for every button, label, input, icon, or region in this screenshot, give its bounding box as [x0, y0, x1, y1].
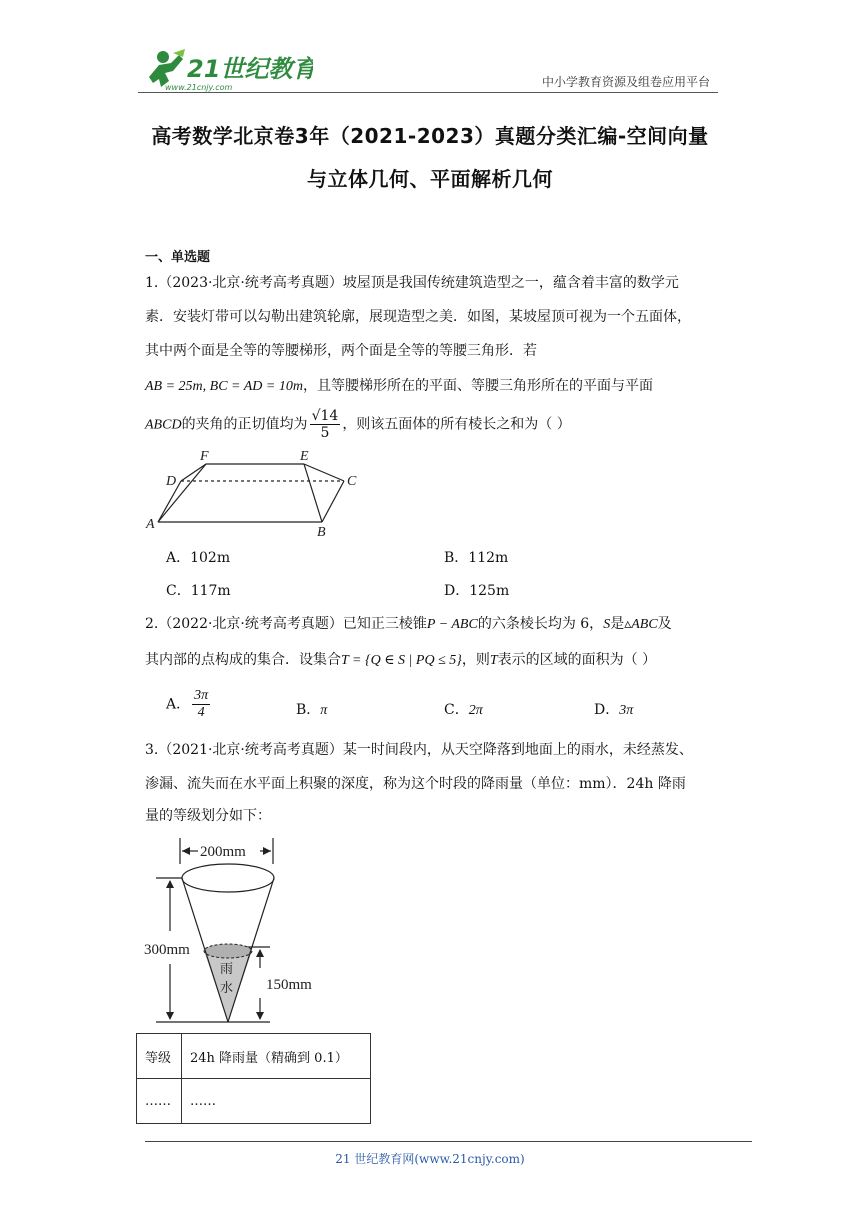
q1-option-c[interactable]: C．117m [166, 583, 231, 599]
table-header-cell: 24h 降雨量（精确到 0.1） [182, 1034, 371, 1079]
q2-math-pyramid: P − ABC [426, 617, 478, 632]
q2-option-d[interactable] [594, 699, 633, 719]
logo-url: www.21cnjy.com [165, 83, 233, 92]
q2-option-d-value: 3π [619, 703, 634, 718]
q2-option-a[interactable] [166, 688, 212, 721]
q2-option-c-label: C． [444, 702, 469, 718]
q2-line-2a: 其内部的点构成的集合．设集合 [145, 652, 341, 668]
site-logo [143, 47, 313, 93]
q3-rain-gauge-figure [140, 836, 320, 1028]
label-f: F [200, 449, 209, 464]
footer-divider [145, 1141, 752, 1142]
q2-line-1 [145, 614, 715, 635]
section-title: 一、单选题 [145, 250, 211, 265]
fig-label-top: 200mm [200, 844, 246, 860]
rainfall-grade-table [136, 1033, 371, 1124]
q1-math-lengths: AB = 25m, BC = AD = 10m [145, 379, 303, 394]
q2-line-1d: 及 [657, 616, 672, 632]
q2-option-d-label: D． [594, 702, 620, 718]
logo-text: 21世纪教育 [187, 55, 313, 83]
q1-line-3: 其中两个面是全等的等腰梯形，两个面是全等的等腰三角形．若 [145, 343, 537, 359]
q1-fraction [310, 408, 341, 441]
q2-option-a-label: A． [166, 696, 191, 713]
table-row [137, 1079, 371, 1124]
q2-line-2 [145, 650, 715, 671]
q2-option-c-value: 2π [468, 703, 483, 718]
q2-math-t: T [489, 653, 498, 668]
q1-line-1: 1.（2023·北京·统考高考真题）坡屋顶是我国传统建筑造型之一，蕴含着丰富的数学元 [145, 275, 679, 291]
q2-line-2c: 表示的区域的面积为（ ） [497, 652, 657, 668]
label-e: E [300, 449, 309, 464]
header-divider [138, 92, 718, 93]
q2-option-b[interactable] [296, 699, 327, 719]
fig-label-rain-1: 雨 [220, 962, 234, 977]
q2-option-c[interactable] [444, 699, 483, 719]
q2-math-set: T = {Q ∈ S | PQ ≤ 5} [341, 653, 462, 668]
q2-line-2b: ，则 [461, 652, 490, 668]
page-title-line-2: 与立体几何、平面解析几何 [307, 167, 553, 191]
q1-line-4 [145, 376, 715, 397]
q1-option-a[interactable]: A．102m [166, 550, 231, 566]
q1-line-5 [145, 408, 715, 441]
label-c: C [347, 474, 357, 489]
q2-line-1a: 2.（2022·北京·统考高考真题）已知正三棱锥 [145, 616, 427, 632]
q1-option-b[interactable]: B．112m [444, 550, 509, 566]
runner-logo-icon [143, 47, 313, 93]
table-cell: …… [182, 1079, 371, 1124]
q2-option-b-label: B． [296, 702, 321, 718]
q3-line-3: 量的等级划分如下： [145, 808, 271, 824]
label-b: B [317, 525, 326, 540]
table-header-cell: 等级 [137, 1034, 182, 1079]
q1-line-4-text: ，且等腰梯形所在的平面、等腰三角形所在的平面与平面 [302, 378, 653, 394]
q1-line-5b: ，则该五面体的所有棱长之和为（ ） [342, 416, 571, 433]
fig-label-left: 300mm [144, 942, 190, 958]
q2-option-b-value: π [320, 703, 328, 718]
q1-frac-num: √14 [311, 408, 339, 424]
q2-line-1c: 是 [610, 616, 625, 632]
q1-line-2: 素．安装灯带可以勾勒出建筑轮廓，展现造型之美．如图，某坡屋顶可视为一个五面体， [145, 309, 691, 325]
page-title-line-1: 高考数学北京卷3年（2021-2023）真题分类汇编-空间向量 [151, 124, 709, 148]
q1-line-5a: 的夹角的正切值均为 [181, 416, 308, 433]
fig-label-rain-2: 水 [220, 981, 234, 996]
q2-math-triangle: ▵ABC [624, 617, 658, 632]
q2-math-s: S [603, 617, 611, 632]
q1-option-d[interactable]: D．125m [444, 583, 510, 599]
table-cell: …… [137, 1079, 182, 1124]
q1-math-plane: ABCD [145, 417, 182, 433]
q2-option-a-num: 3π [194, 688, 209, 703]
q2-option-a-den: 4 [197, 705, 205, 720]
q1-pentahedron-figure [140, 445, 370, 540]
label-a: A [146, 517, 155, 532]
footer-link[interactable]: 21 世纪教育网(www.21cnjy.com) [335, 1152, 525, 1166]
q3-line-1: 3.（2021·北京·统考高考真题）某一时间段内，从天空降落到地面上的雨水，未经蒸发、 [145, 742, 693, 758]
header-slogan: 中小学教育资源及组卷应用平台 [541, 75, 710, 89]
q2-line-1b: 的六条棱长均为 6， [477, 616, 604, 632]
q3-line-2: 渗漏、流失而在水平面上积聚的深度，称为这个时段的降雨量（单位：mm）．24h 降雨 [145, 776, 686, 792]
table-header-row [137, 1034, 371, 1079]
label-d: D [166, 474, 177, 489]
q2-option-a-fraction [192, 688, 210, 721]
fig-label-right: 150mm [266, 977, 312, 993]
q1-frac-den: 5 [320, 425, 330, 441]
